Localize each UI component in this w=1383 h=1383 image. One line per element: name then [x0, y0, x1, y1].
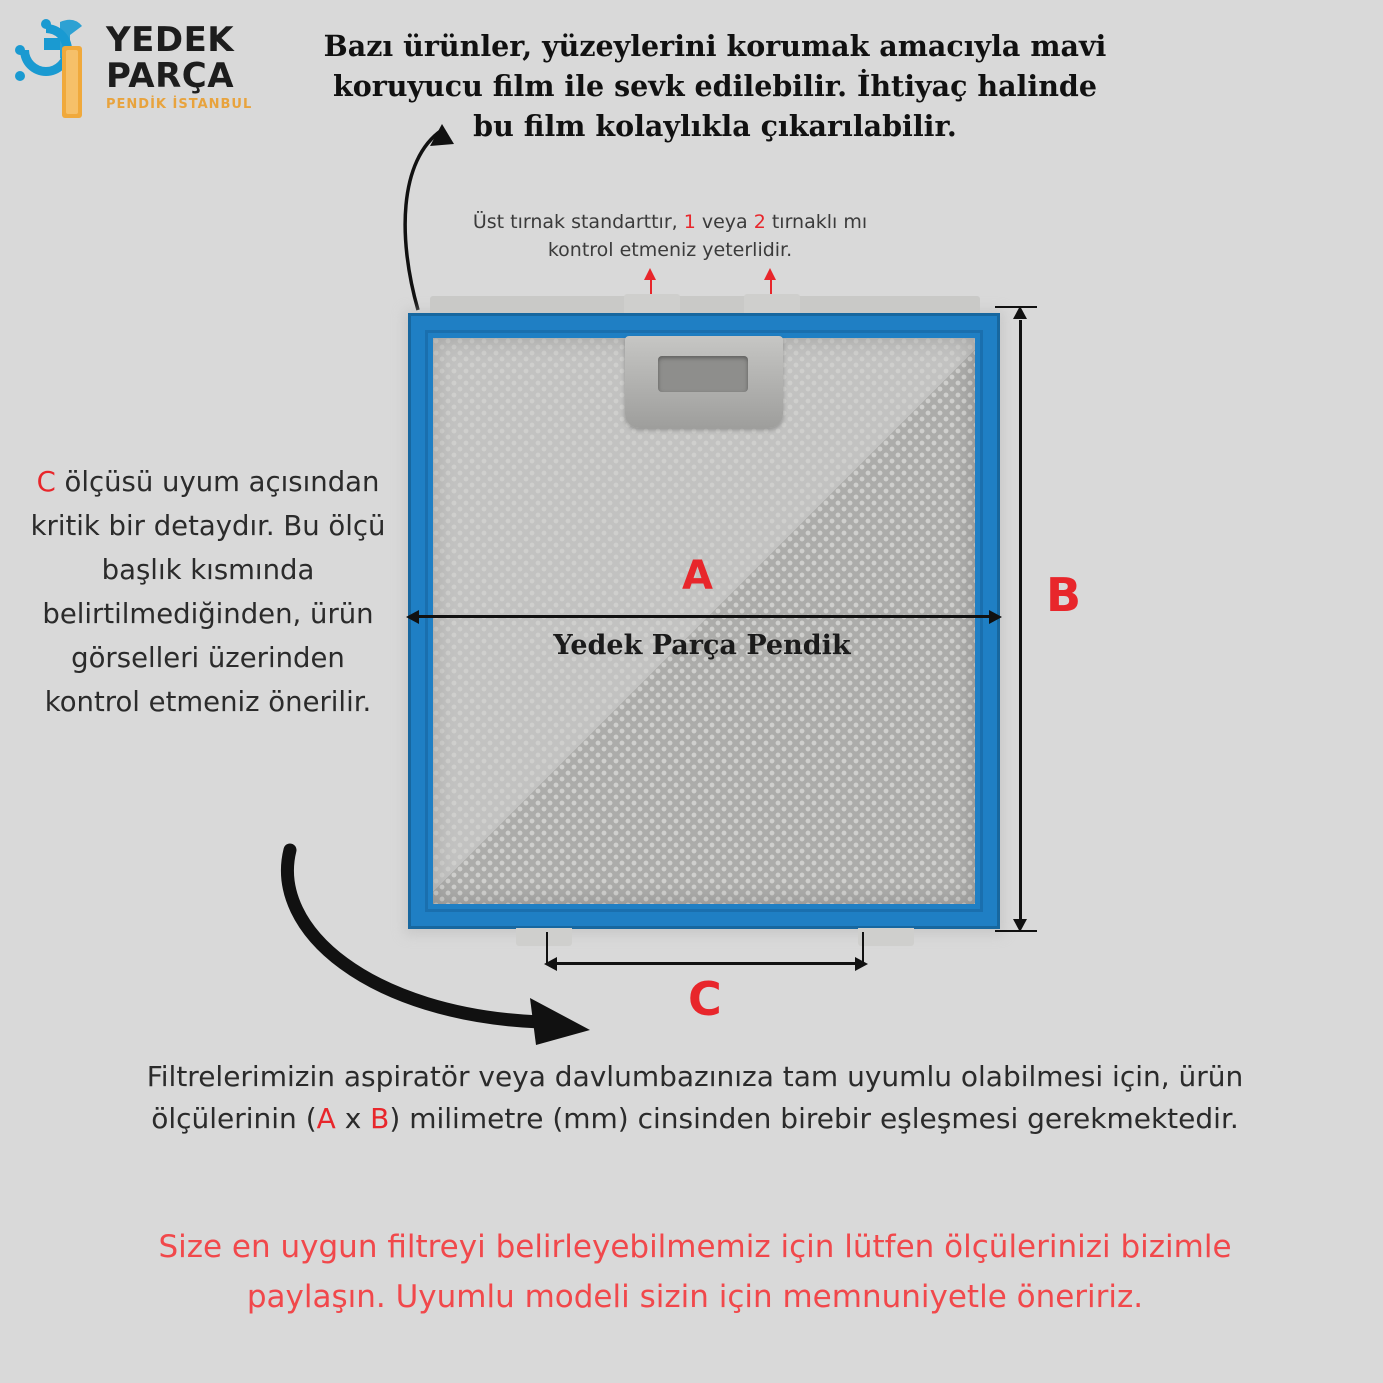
tab-pointer-arrow-2 — [764, 268, 776, 280]
dimension-c-arrow-left — [544, 957, 557, 971]
bottom-note-dim-b: B — [370, 1102, 390, 1135]
brand-logo — [10, 8, 290, 128]
dimension-b-tick-top — [995, 306, 1037, 308]
left-explanation-note — [28, 460, 388, 724]
logo-line-2: PARÇA — [106, 56, 235, 96]
filter-handle-slot — [658, 356, 748, 392]
dimension-b-label: B — [1046, 568, 1082, 622]
filter-top-strip — [430, 296, 980, 314]
dimension-c-label: C — [688, 972, 722, 1026]
top-tabs-note — [455, 208, 885, 264]
logo-wordmark — [106, 22, 286, 112]
dimension-a-label: A — [682, 553, 713, 599]
top-heading: Bazı ürünler, yüzeylerini korumak amacıyla mavi koruyucu film ile sevk edilebilir. İhtiyaç halinde bu film kolaylıkla çıkarılabilir. — [323, 29, 1107, 143]
note-number-2: 2 — [753, 211, 766, 233]
note-part-3: tırnaklı mı kontrol etmeniz yeterlidir. — [547, 211, 868, 261]
filter-top-tab-2 — [744, 294, 800, 314]
dimension-a-line — [418, 615, 990, 618]
bottom-note-dim-x: x — [335, 1102, 371, 1135]
dimension-b-line — [1019, 320, 1022, 920]
dimension-c-line — [556, 962, 856, 965]
note-part-1: Üst tırnak standarttır, — [472, 211, 684, 233]
filter-bottom-tab-2 — [858, 928, 914, 946]
bottom-note-dim-a: A — [316, 1102, 336, 1135]
tab-pointer-arrow-1 — [644, 268, 656, 280]
note-part-2: veya — [695, 211, 754, 233]
logo-subtitle: PENDİK İSTANBUL — [106, 97, 253, 112]
left-note-text: ölçüsü uyum açısından kritik bir detaydır. Bu ölçü başlık kısmında belirtilmediğinden, ürün görselleri üzerinden kontrol etmeniz önerilir. — [30, 466, 386, 718]
bottom-note-part-1: Filtrelerimizin aspiratör veya davlumbazınıza tam uyumlu olabilmesi için, ürün ölçülerinin ( — [146, 1060, 1244, 1135]
filter-bottom-tab-1 — [516, 928, 572, 946]
bottom-note-part-2: ) milimetre (mm) cinsinden birebir eşleşmesi gerekmektedir. — [389, 1102, 1239, 1135]
filter-top-tab-1 — [624, 294, 680, 314]
dimension-c-arrow-right — [855, 957, 868, 971]
left-note-letter-c: C — [36, 466, 56, 498]
dimension-b-tick-bottom — [995, 930, 1037, 932]
wrench-gear-icon — [14, 16, 100, 124]
note-number-1: 1 — [683, 211, 696, 233]
bottom-note — [90, 1056, 1300, 1140]
dimension-a-arrow-right — [989, 610, 1002, 624]
bottom-call-to-action: Size en uygun filtreyi belirleyebilmemiz için lütfen ölçülerinizi bizimle paylaşın. Uyumlu modeli sizin için memnuniyetle öneririz. — [158, 1229, 1232, 1315]
product-watermark: Yedek Parça Pendik — [553, 630, 851, 661]
dimension-a-arrow-left — [406, 610, 419, 624]
logo-line-1: YEDEK — [106, 20, 235, 60]
filter-handle — [625, 336, 783, 428]
